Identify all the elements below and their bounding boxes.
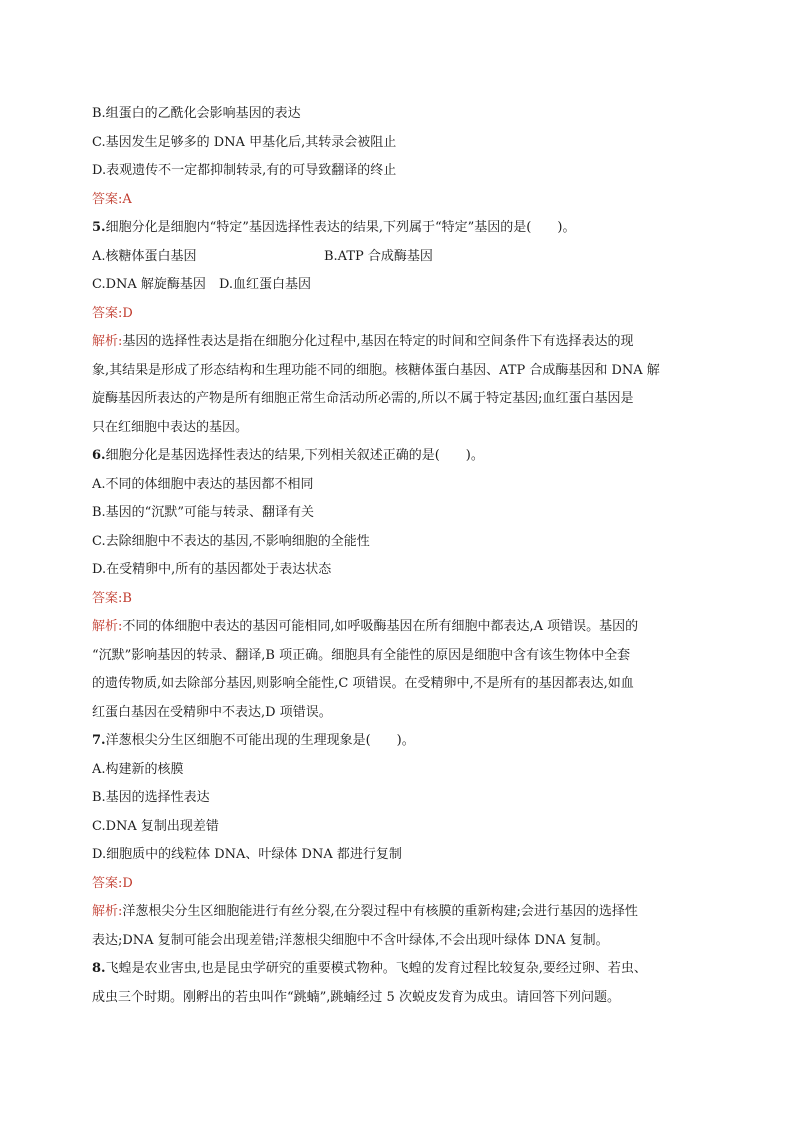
q6-answer — [92, 585, 712, 614]
q5-options-row-2 — [92, 271, 712, 300]
q5-answer — [92, 300, 712, 329]
answer-label: 答案: — [92, 590, 123, 606]
answer-label: 答案: — [92, 191, 123, 207]
q7-analysis-line: 表达;DNA 复制可能会出现差错;洋葱根尖细胞中不含叶绿体,不会出现叶绿体 DNA 复制。 — [92, 932, 609, 948]
q6-analysis-line: 红蛋白基因在受精卵中不表达,D 项错误。 — [92, 704, 332, 720]
question-stem: 飞蝗是农业害虫,也是昆虫学研究的重要模式物种。飞蝗的发育过程比较复杂,要经过卵、若虫、 — [105, 961, 647, 976]
analysis-text: 基因的选择性表达是指在细胞分化过程中,基因在特定的时间和空间条件下有选择表达的现 — [122, 334, 634, 349]
q5-analysis-line: 只在红细胞中表达的基因。 — [92, 419, 249, 435]
analysis-text: 不同的体细胞中表达的基因可能相同,如呼吸酶基因在所有细胞中都表达,A 项错误。基因的 — [122, 619, 639, 634]
q5-analysis-line: 旋酶基因所表达的产物是所有细胞正常生命活动所必需的,所以不属于特定基因;血红蛋白基因是 — [92, 391, 634, 406]
q8-stem-line: 成虫三个时期。刚孵出的若虫叫作“跳蝻”,跳蝻经过 5 次蜕皮发育为成虫。请回答下列问题。 — [92, 989, 620, 1005]
q5-options-row-1 — [92, 243, 712, 272]
q6-option-d: D.在受精卵中,所有的基因都处于表达状态 — [92, 562, 332, 577]
answer-value: A — [122, 191, 132, 207]
q6-analysis-line — [92, 613, 712, 642]
q5-stem — [92, 214, 712, 243]
q7-analysis-line — [92, 898, 712, 927]
document-page — [92, 100, 712, 1012]
q7-option-b: B.基因的选择性表达 — [92, 790, 210, 805]
q7-answer — [92, 870, 712, 899]
q6-analysis-line: “沉默”影响基因的转录、翻译,B 项正确。细胞具有全能性的原因是细胞中含有该生物体中全套 — [92, 647, 631, 663]
q8-stem — [92, 955, 712, 984]
q4-option-c: C.基因发生足够多的 DNA 甲基化后,其转录会被阻止 — [92, 134, 397, 150]
question-number: 6. — [92, 448, 106, 463]
analysis-label: 解析: — [92, 334, 123, 349]
answer-label: 答案: — [92, 875, 123, 891]
q5-option-c: C.DNA 解旋酶基因 — [92, 277, 206, 292]
q5-analysis-line: 象,其结果是形成了形态结构和生理功能不同的细胞。核糖体蛋白基因、ATP 合成酶基因和 DNA 解 — [92, 362, 660, 378]
question-stem: 洋葱根尖分生区细胞不可能出现的生理现象是( )。 — [105, 733, 415, 748]
q5-option-a: A.核糖体蛋白基因 — [92, 248, 197, 264]
q7-option-c: C.DNA 复制出现差错 — [92, 818, 219, 834]
q6-stem — [92, 442, 712, 471]
q7-option-a: A.构建新的核膜 — [92, 761, 184, 777]
q5-option-b: B.ATP 合成酶基因 — [324, 248, 433, 264]
q7-option-d: D.细胞质中的线粒体 DNA、叶绿体 DNA 都进行复制 — [92, 847, 402, 862]
q6-option-a: A.不同的体细胞中表达的基因都不相同 — [92, 476, 314, 492]
q5-option-d: D.血红蛋白基因 — [218, 277, 312, 292]
q4-answer — [92, 186, 712, 215]
question-number: 8. — [92, 961, 106, 976]
question-number: 5. — [92, 220, 106, 235]
answer-value: D — [122, 875, 133, 891]
answer-value: D — [122, 305, 133, 321]
q6-option-c: C.去除细胞中不表达的基因,不影响细胞的全能性 — [92, 533, 370, 549]
q6-option-b: B.基因的“沉默”可能与转录、翻译有关 — [92, 505, 314, 520]
answer-label: 答案: — [92, 305, 123, 321]
analysis-label: 解析: — [92, 619, 123, 634]
answer-value: B — [122, 590, 132, 606]
question-number: 7. — [92, 733, 106, 748]
question-stem: 细胞分化是细胞内“特定”基因选择性表达的结果,下列属于“特定”基因的是( )。 — [105, 220, 576, 235]
analysis-text: 洋葱根尖分生区细胞能进行有丝分裂,在分裂过程中有核膜的重新构建;会进行基因的选择性 — [122, 904, 638, 919]
q6-analysis-line: 的遗传物质,如去除部分基因,则影响全能性,C 项错误。在受精卵中,不是所有的基因都表达,如血 — [92, 676, 634, 691]
question-stem: 细胞分化是基因选择性表达的结果,下列相关叙述正确的是( )。 — [105, 448, 484, 463]
q4-option-d: D.表观遗传不一定都抑制转录,有的可导致翻译的终止 — [92, 163, 397, 178]
analysis-label: 解析: — [92, 904, 123, 919]
q5-analysis-line — [92, 328, 712, 357]
q4-option-b: B.组蛋白的乙酰化会影响基因的表达 — [92, 106, 301, 121]
q7-stem — [92, 727, 712, 756]
